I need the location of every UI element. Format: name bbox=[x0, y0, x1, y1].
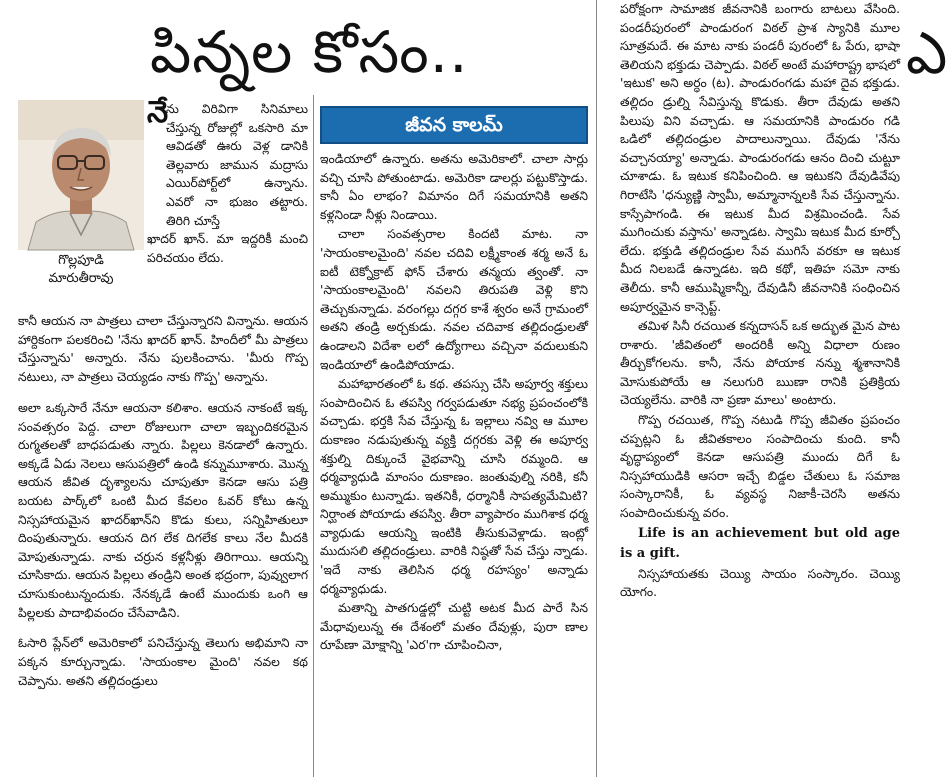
paragraph: మహాభారతంలో ఓ కథ. తపస్సు చేసి అపూర్వ శక్తులు సంపాదించిన ఓ తపస్వి గర్వపడుతూ నభ్య ప్రపంచంలోకి వచ్చాడు. భర్తకి సేవ చేస్తున్న ఓ ఇల్లాలు నవ్వి ఆ మూల దుకాణం నడుపుతున్న వ్యక్తి దగ్గరకు వెళ్లి ఈ అపూర్వ శక్తుల్ని దిక్కుంచే వైభవాన్ని చూసి రమ్మంది. ఆ ధర్మవ్యాధుడి మాంసం దుకాణం. జంతువుల్ని నరికి, కనీ అమ్ముకుం టున్నాడు. ఇతనికీ, ధర్మానికీ సాపత్యమేమిటి? నిర్ఘాంత పోయాడు తపస్వి. తీరా వ్యాపారం ముగిశాక ధర్మ వ్యాధుడు ఆయన్ని ఇంటికి తీసుకువెళ్లాడు. ఇంట్లో ముదుసలి తల్లిదండ్రులు. వారికి నిష్ఠతో సేవ చేస్తు న్నాడు. 'ఇదే నాకు తెలిసిన ధర్మ రహస్యం' అన్నాడు ధర్మవ్యాధుడు. bbox=[320, 377, 588, 596]
column1-opening-text: ను విరివిగా సినిమాలు చేస్తున్న రోజుల్లో ఒకసారి మా ఆవిడతో ఊరు వెళ్ల డానికి తెల్లవారు జామున మద్రాసు ఎయిర్‌పోర్ట్‌లో ఉన్నాను. ఎవరో నా భుజం తట్టారు. తిరిగి చూస్తే bbox=[166, 102, 308, 228]
paragraph: పరోక్షంగా సామాజిక జీవనానికి బంగారు బాటలు వేసింది. పండరీపురంలో పాండురంగ విఠల్ ప్రాశ స్యానికి మూల సూత్రమదే. ఈ మాట నాకు పండరీ పురంలో ఓ పేరు, భాషా తెలియని భక్తుడు చెప్పాడు. విఠల్ అంటే మహారాష్ట్ర భాషలో 'ఇటుక' అని అర్ధం (ట). పాండురంగడు మహా దైవ భక్తుడు. తల్లిదం డ్రుల్ని సేవిస్తున్న కొడుకు. తీరా దేవుడు అతని పిలుపు విని వచ్చాడు. ఆ సమయానికి పాండురం గడి ఒడిలో తల్లిదండ్రుల పాదాలున్నాయి. దేవుడు 'నేను వచ్చానయ్యా' అన్నాడు. పాండురంగడు ఆనం దించి చుట్టూ చూశాడు. ఓ ఇటుక కనిపించింది. ఆ ఇటుకని దేవుడివేపు గిరాటేసి 'ధన్యుణ్ణి స్వామీ, అమ్మానాన్నలకి సేవ చేస్తున్నాను. కాస్సేపాగండి. ఈ ఇటుక మీద విశ్రమించండి. సేవ ముగించుకు వస్తాను' అన్నాడట. స్వామి ఇటుక మీద కూర్చో లేదు. భక్తుడి తల్లిదండ్రుల సేవ ముగిసే వరకూ ఆ ఇటుక మీద నిలబడే ఉన్నాడట. ఇది కథో, ఇతిహ సమో నాకు తెలీదు. కానీ ఆముష్మికాన్నీ, దేవుడినీ జీవనానికి సంధించిన అపూర్వమైన కాన్సెప్ట్. bbox=[620, 2, 900, 314]
author-photo bbox=[18, 100, 144, 250]
paragraph: కానీ ఆయన నా పాత్రలు చాలా చేస్తున్నారని విన్నాను. ఆయన హార్దికంగా పలకరించి 'నేను ఖాదర్ ఖాన్. హిందీలో మీ పాత్రలు చేస్తున్నాను' అన్నారు. నేను పులకించాను. 'మీరు గొప్ప నటులు, నా పాత్రలు చెయ్యడం నాకు గొప్ప' అన్నాను. bbox=[18, 314, 308, 385]
drop-cap: నే bbox=[147, 95, 169, 130]
headline: పిన్నల కోసం.. bbox=[150, 18, 469, 86]
byline-last-name: మారుతీరావు bbox=[48, 271, 114, 286]
edge-headline-fragment: ఎ bbox=[906, 19, 947, 87]
paragraph: ఓసారి ప్లేన్‌లో అమెరికాలో పనిచేస్తున్న తెలుగు అభిమాని నా పక్కన కూర్చున్నాడు. 'సాయంకాల మైంది' నవల కథ చెప్పాను. అతని తల్లిదండ్రులు bbox=[18, 636, 308, 688]
column1-opening-continued: ఖాదర్ ఖాన్. మా ఇద్దరికీ మంచి పరిచయం లేదు. bbox=[147, 232, 308, 265]
author-byline bbox=[18, 252, 144, 288]
column-divider bbox=[596, 0, 597, 777]
column-title-banner: జీవన కాలమ్ bbox=[320, 106, 588, 144]
column1-body bbox=[18, 300, 308, 702]
paragraph: అలా ఒక్కసారే నేనూ ఆయనా కలిశాం. ఆయన నాకంటే ఇక్క సంవత్సరం పెద్ద. చాలా రోజులుగా చాలా ఇబ్బందికరమైన రుగ్మతలతో బాధపడుతు న్నారు. పిల్లలు కెనడాలో ఉన్నారు. అక్కడే ఏడు నెలలు ఆసుపత్రిలో ఉండి కన్నుమూశారు. మొన్న ఆయన జీవిత దృశ్యాలను చూపుతూ కెనడా ఆసు పత్రి బయట పార్క్‌లో ఒంటి మీద కేవలం ఓవర్ కోటు ఉన్న నిస్సహాయమైన ఖాదర్‌ఖాన్‌ని కొడు కులు, సన్నిహితులూ దింపుతున్నారు. ఆయన దిగ లేక దిగలేక కాలు నేల మీదకి మోపుతున్నాడు. నాకు చర్రున కళ్లనీళ్లు తిరిగాయి. ఆయన్ని చూసికాదు. ఆయన పిల్లలు తండ్రిని అంత భద్రంగా, పువ్వులాగ చూసుకుంటున్నందుకు. నేనక్కడే ఉంటే ముందుకు ఒంగి ఆ పిల్లలకు పాదాభివందం చేసేవాడిని. bbox=[18, 400, 308, 620]
closing-line: నిస్సహాయతకు చెయ్యి సాయం సంస్కారం. చెయ్యి యోగం. bbox=[620, 566, 900, 600]
paragraph: తమిళ సినీ రచయిత కన్నదాసన్ ఒక అద్భుత మైన పాట రాశారు. 'జీవితంలో అందరికీ అన్ని విధాలా రుణం తీర్చుకోగలను. కానీ, నేను పోయాక నన్ను శ్మశానానికి మోసుకుపోయే ఆ నలుగురి ఋణా రానికి ప్రతిక్రియ చెయ్యలేను. వారికి నా ప్రణా మాలు' అంటారు. bbox=[620, 319, 900, 408]
english-quote: Life is an achievement but old age is a gift. bbox=[620, 525, 900, 561]
paragraph: చాలా సంవత్సరాల కిందటి మాట. నా 'సాయంకాలమైంది' నవల చదివి లక్ష్మీకాంత శర్మ అనే ఓ ఐటీ టెక్నోక్రాట్ ఫోన్ చేశారు తన్మయ త్వంతో. నా 'సాయంకాలమైంది' నవలని తిరుపతి వెళ్లి కొని తెచ్చుకున్నాడు. వరంగల్లు దగ్గర కాశే శ్వరం అనే గ్రామంలో అతని తండ్రి అర్చకుడు. నవల చదివాక తల్లిదండ్రులతో ఉండాలని విదేశా లలో ఉద్యోగాలు వచ్చినా వదులుకుని ఇండియాలో ఉండిపోయాడు. bbox=[320, 227, 588, 372]
column-divider bbox=[313, 95, 314, 777]
paragraph: గొప్ప రచయిత, గొప్ప నటుడి గొప్ప జీవితం ప్రపంచం చప్పట్లని ఓ జీవితకాలం సంపాదించు కుంది. కానీ వృద్ధాప్యంలో కెనడా ఆసుపత్రి ముందు దిగే ఓ నిస్సహాయుడికి ఆసరా ఇచ్చే బిడ్డల చేతులు ఓ సమాజ సంస్కారానికీ, ఓ వ్యవస్థ నిజాకీ-చెరసి అతను సంపాదించుకున్న వరం. bbox=[620, 413, 900, 521]
paragraph: ఇండియాలో ఉన్నారు. అతను అమెరికాలో. చాలా సార్లు వచ్చి చూసి పోతుంటాడు. అమెరికా డాలర్లు పట్టుకొస్తాడు. కానీ ఏం లాభం? విమానం దిగే సమయానికి అతని కళ్లనిండా నీళ్లు నిండాయి. bbox=[320, 152, 588, 222]
paragraph: మతాన్ని పాతగుడ్డల్లో చుట్టి అటక మీద పారే సిన మేధావులున్న ఈ దేశంలో మతం దేవుళ్లు, పురా ణాల రూపేణా మోక్షాన్ని 'ఎర'గా చూపించినా, bbox=[320, 601, 588, 653]
byline-first-name: గొల్లపూడి bbox=[58, 253, 104, 268]
column3-body bbox=[620, 0, 900, 603]
column2-body bbox=[320, 150, 588, 656]
